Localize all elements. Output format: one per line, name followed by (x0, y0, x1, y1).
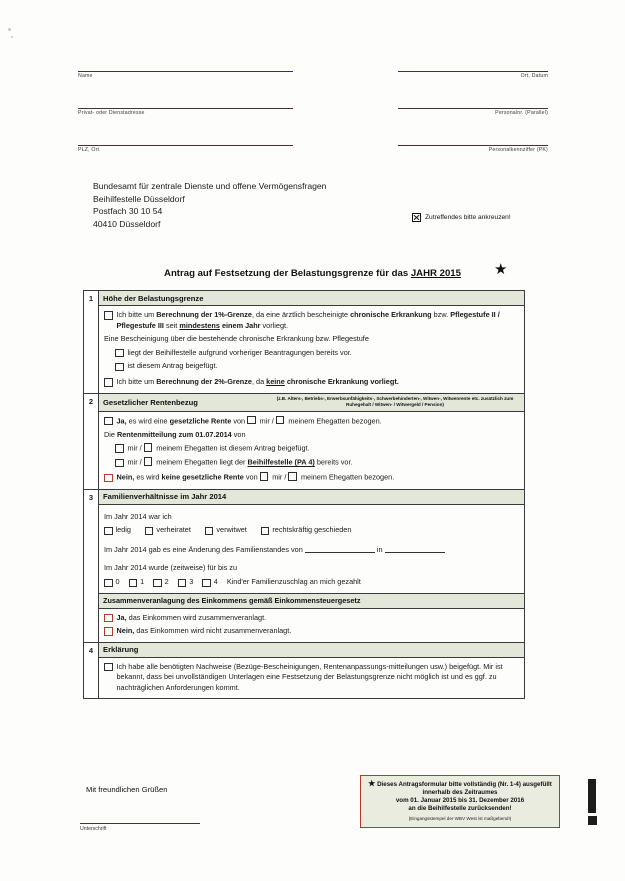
option-pension-attached[interactable] (115, 443, 519, 454)
page-title-text: Antrag auf Festsetzung der Belastungsgrenze für das (164, 268, 411, 279)
checkbox-declaration[interactable] (104, 663, 113, 672)
section-3 (84, 490, 524, 643)
option-geschieden[interactable] (261, 525, 352, 536)
personnel-number-label: Personalnr. (Parallel) (495, 110, 548, 116)
deadline-notice-line-3: vom 01. Januar 2015 bis 31. Dezember 2016 (395, 797, 525, 804)
option-children-3-label: 3 (189, 576, 194, 586)
address-field-label: Privat- oder Dienstadresse (78, 110, 145, 116)
option-children-4-label: 4 (213, 576, 218, 586)
option-geschieden-label: rechtskräftig geschieden (272, 525, 352, 535)
option-pension-attached-label: mir / meinem Ehegatten ist diesem Antrag beigefügt. (127, 443, 310, 453)
option-children-1-label: 1 (140, 576, 145, 586)
exclamation-mark-icon (586, 779, 598, 825)
option-2percent-label: Ich bitte um Berechnung der 2%-Grenze, da keine chronische Erkrankung vorliegt. (116, 376, 399, 386)
personnel-code-label: Personalkennziffer (PK) (488, 147, 548, 153)
personnel-code-field[interactable] (398, 132, 548, 153)
checkbox-children-4[interactable] (202, 579, 211, 588)
checkbox-tax-no[interactable] (104, 627, 113, 636)
option-pension-on-file-label: mir / meinem Ehegatten liegt der Beihilfestelle (PA 4) bereits vor. (127, 457, 353, 467)
option-children-3[interactable] (178, 577, 194, 588)
option-certificate-on-file[interactable] (115, 348, 519, 359)
tick-instruction-label: Zutreffendes bitte ankreuzen! (425, 214, 511, 221)
checkbox-pension-yes[interactable] (104, 417, 113, 426)
children-suffix-label: Kind'er Familienzuschlag an mich gezahlt (226, 576, 361, 586)
section-3-heading (99, 490, 524, 505)
authority-line-1: Bundesamt für zentrale Dienste und offene Vermögensfragen (93, 181, 327, 191)
date-field-label: Ort, Datum (520, 73, 548, 79)
closing-greeting: Mit freundlichen Grüßen (86, 785, 168, 794)
option-pension-no-label: Nein, es wird keine gesetzliche Rente von mir / meinem Ehegatten bezogen. (116, 472, 395, 482)
option-verwitwet[interactable] (205, 525, 247, 536)
section-2-number: 2 (84, 394, 99, 489)
section-4-heading (99, 643, 524, 658)
page-title-year: JAHR 2015 (410, 268, 461, 279)
authority-line-2: Beihilfestelle Düsseldorf (93, 193, 185, 204)
option-children-2-label: 2 (164, 576, 169, 586)
option-tax-no-label: Nein, das Einkommen wird nicht zusammenveranlagt. (116, 626, 292, 636)
marital-status-label: Im Jahr 2014 war ich (104, 511, 172, 521)
option-certificate-attached[interactable] (115, 361, 519, 372)
option-2percent[interactable] (104, 377, 519, 388)
marital-status-options (104, 525, 519, 536)
tax-assessment-heading: Zusammenveranlagung des Einkommens gemäß Einkommensteuergesetz (99, 593, 524, 609)
checkbox-verheiratet[interactable] (145, 527, 154, 536)
section-4-number: 4 (84, 643, 99, 699)
checkbox-children-1[interactable] (129, 579, 138, 588)
option-1percent-label: Ich bitte um Berechnung der 1%-Grenze, da eine ärztlich bescheinigte chronische Erkrankung bzw. Pflegestufe II / Pflegestufe III seit mindestens einem Jahr vorliegt. (116, 310, 500, 330)
section-3-number: 3 (84, 490, 99, 642)
checkbox-ledig[interactable] (104, 527, 113, 536)
option-declaration-label: Ich habe alle benötigten Nachweise (Bezüge-Bescheinigungen, Rentenanpassungs-mitteilungen usw.) beigefügt. Mir ist bekannt, dass bei unvollständigen Unterlagen eine Festsetzung der Belastungsgrenze nicht möglich ist und es ggf. zu nachträglichen Anforderungen kommt. (116, 661, 503, 692)
date-field-line[interactable] (398, 58, 548, 72)
option-pension-on-file[interactable] (115, 457, 519, 468)
checkbox-verwitwet[interactable] (205, 527, 214, 536)
deadline-notice-line-5: (Eingangsstempel der WBV West ist maßgebend!) (408, 816, 512, 821)
checkbox-pension-on-file[interactable] (115, 459, 124, 468)
children-label: Im Jahr 2014 wurde (zeitweise) für bis zu (104, 563, 238, 573)
marital-change-to-input[interactable] (385, 544, 445, 553)
star-icon: ★ (368, 779, 376, 788)
option-pension-yes[interactable] (104, 416, 519, 427)
name-field-label: Name (78, 73, 93, 79)
option-pension-yes-label: Ja, es wird eine gesetzliche Rente von mir / meinem Ehegatten bezogen. (116, 416, 382, 426)
form-table (83, 290, 525, 699)
section-1-heading-label: Höhe der Belastungsgrenze (103, 293, 204, 303)
deadline-notice-line-1 (365, 780, 555, 789)
scan-speckle (8, 28, 11, 31)
option-pension-no[interactable] (104, 472, 519, 483)
section-2-heading-label: Gesetzlicher Rentenbezug (103, 397, 198, 407)
marital-change-pre: Im Jahr 2014 gab es eine Änderung des Familienstandes von (104, 544, 303, 554)
checkbox-2percent[interactable] (104, 378, 113, 387)
city-field[interactable] (78, 132, 293, 153)
authority-line-4: 40410 Düsseldorf (93, 218, 161, 229)
authority-address (93, 180, 326, 230)
marital-change-mid: in (376, 544, 383, 554)
checkbox-1percent[interactable] (104, 311, 113, 320)
checked-box-icon (412, 213, 421, 222)
personnel-code-line[interactable] (398, 132, 548, 146)
scan-speckle (11, 36, 13, 38)
section-1-number: 1 (84, 291, 99, 393)
deadline-notice-line-2: innerhalb des Zeitraumes (422, 789, 498, 796)
address-field[interactable] (78, 95, 293, 116)
checkbox-pension-attached[interactable] (115, 444, 124, 453)
checkbox-children-0[interactable] (104, 579, 113, 588)
header-field-row (78, 58, 548, 95)
checkbox-certificate-attached[interactable] (115, 363, 124, 372)
certificate-note: Eine Bescheinigung über die bestehende chronische Erkrankung bzw. Pflegestufe (104, 334, 369, 344)
signature-line[interactable] (80, 823, 200, 824)
deadline-notice-line-4: an die Beihilfestelle zurücksenden! (408, 805, 512, 812)
option-children-0[interactable] (104, 577, 120, 588)
option-children-2[interactable] (153, 577, 169, 588)
option-certificate-on-file-label: liegt der Beihilfestelle aufgrund vorheriger Beantragungen bereits vor. (127, 347, 352, 357)
section-4 (84, 643, 524, 699)
city-field-line[interactable] (78, 132, 293, 146)
checkbox-children-3[interactable] (178, 579, 187, 588)
name-field-line[interactable] (78, 58, 293, 72)
personnel-number-field[interactable] (398, 95, 548, 116)
option-children-1[interactable] (129, 577, 145, 588)
personnel-number-line[interactable] (398, 95, 548, 109)
checkbox-children-2[interactable] (153, 579, 162, 588)
checkbox-geschieden[interactable] (261, 527, 270, 536)
option-tax-no[interactable] (104, 626, 519, 637)
section-2 (84, 394, 524, 490)
option-verwitwet-label: verwitwet (216, 525, 247, 535)
option-children-0-label: 0 (115, 576, 120, 586)
pension-statement-note: Die Rentenmitteilung zum 01.07.2014 von (104, 429, 246, 439)
section-3-heading-label: Familienverhältnisse im Jahr 2014 (103, 492, 227, 502)
option-verheiratet[interactable] (145, 525, 191, 536)
name-field[interactable] (78, 58, 293, 79)
section-2-heading (99, 394, 524, 412)
checkbox-certificate-on-file[interactable] (115, 349, 124, 358)
option-1percent[interactable] (104, 310, 519, 331)
marital-change-from-input[interactable] (305, 544, 375, 553)
children-options (104, 577, 519, 588)
option-children-4[interactable] (202, 577, 218, 588)
option-certificate-attached-label: ist diesem Antrag beigefügt. (127, 361, 218, 371)
header-field-row (78, 132, 548, 169)
authority-line-3: Postfach 30 10 54 (93, 206, 163, 217)
star-icon: ★ (494, 261, 508, 278)
city-field-label: PLZ, Ort (78, 147, 100, 153)
section-2-heading-note: (z.B. Alters-, Betriebs-, Erwerbsunfähigkeits-, Schwerbehinderten-, Witwen-, Witwenrente etc. zusätzlich zum Ruhegehalt / Witwen- / Witwergeld / Pension) (276, 396, 514, 408)
checkbox-pension-no[interactable] (104, 474, 113, 483)
date-field[interactable] (398, 58, 548, 79)
header-field-row (78, 95, 548, 132)
section-1 (84, 291, 524, 394)
signature-label: Unterschrift (80, 826, 107, 832)
tick-instruction (412, 213, 511, 222)
option-ledig-label: ledig (115, 525, 131, 535)
section-1-heading (99, 291, 524, 306)
deadline-notice-text-1: Dieses Antragsformular bitte vollständig (Nr. 1-4) ausgefüllt (377, 781, 552, 788)
option-declaration[interactable] (104, 662, 519, 694)
header-fields (78, 58, 548, 169)
option-ledig[interactable] (104, 525, 131, 536)
option-tax-yes-label: Ja, das Einkommen wird zusammenveranlagt. (116, 612, 267, 622)
marital-change-line (104, 544, 519, 556)
deadline-notice (360, 775, 560, 828)
section-4-heading-label: Erklärung (103, 645, 139, 655)
page-title (0, 268, 625, 279)
checkbox-tax-yes[interactable] (104, 614, 113, 623)
option-verheiratet-label: verheiratet (156, 525, 191, 535)
address-field-line[interactable] (78, 95, 293, 109)
option-tax-yes[interactable] (104, 613, 519, 624)
